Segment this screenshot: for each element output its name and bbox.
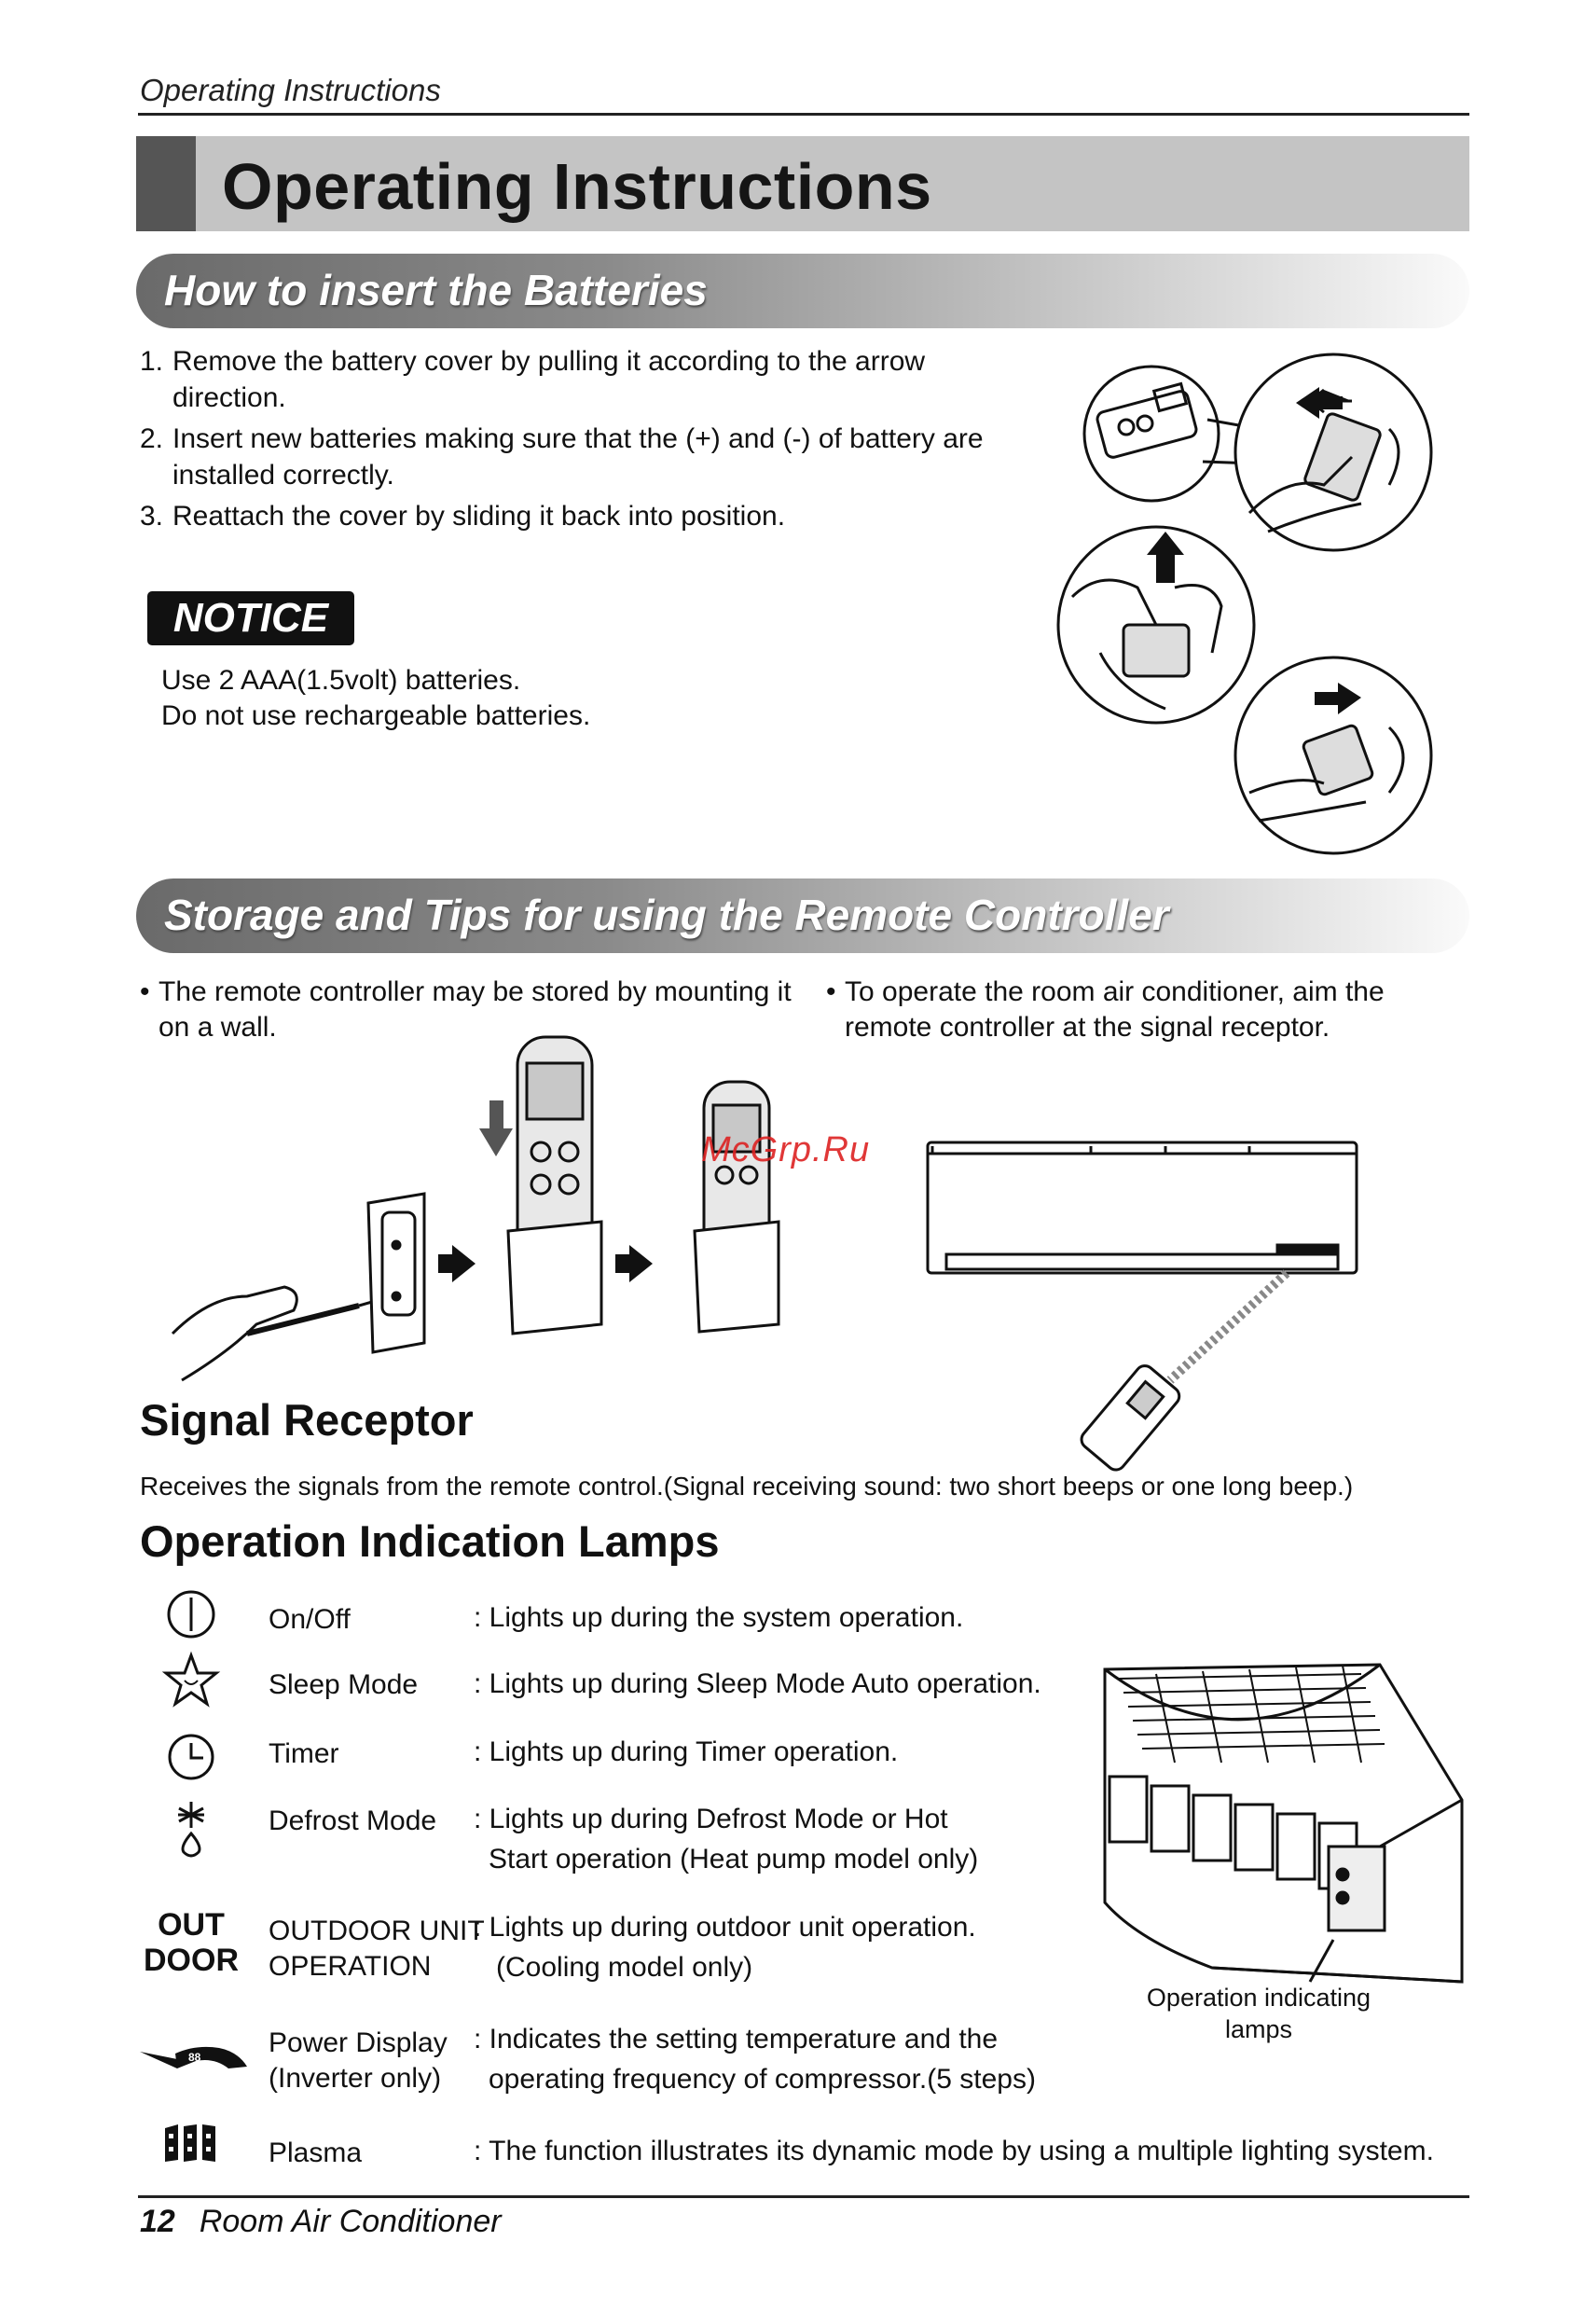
- lamp-name-onoff: On/Off: [269, 1604, 351, 1635]
- power-icon: [140, 1588, 242, 1645]
- star-icon: [140, 1653, 242, 1713]
- watermark-text: McGrp.Ru: [701, 1130, 871, 1169]
- notice-text: Use 2 AAA(1.5volt) batteries. Do not use rechargeable batteries.: [161, 665, 591, 731]
- battery-step: 2. Insert new batteries making sure that the (+) and (-) of battery are installed correctly.: [140, 423, 984, 491]
- signal-receptor-text: Receives the signals from the remote control.(Signal receiving sound: two short beeps or one long beep.): [140, 1472, 1354, 1501]
- page-title-band: [136, 136, 1469, 231]
- remote-wall-mount-illustration: [172, 1035, 881, 1390]
- header-rule: [138, 113, 1469, 116]
- svg-text:88: 88: [188, 2051, 201, 2064]
- outdoor-label-icon: OUT DOOR: [144, 1907, 239, 1978]
- page-number: 12: [140, 2204, 175, 2239]
- notice-badge: NOTICE: [147, 591, 354, 645]
- lamp-desc-defrost: : Lights up during Defrost Mode or Hot Start operation (Heat pump model only): [474, 1804, 979, 1874]
- battery-section-heading: [136, 254, 1469, 328]
- indoor-unit-lamps-illustration: [1100, 1660, 1468, 1986]
- page-title: Operating Instructions: [222, 150, 932, 223]
- product-name: Room Air Conditioner: [199, 2204, 502, 2239]
- lamp-name-plasma: Plasma: [269, 2137, 363, 2168]
- lamp-name-outdoor: OUTDOOR UNIT OPERATION: [269, 1916, 485, 1982]
- signal-receptor-heading: Signal Receptor: [140, 1395, 474, 1445]
- plasma-icon: [140, 2123, 242, 2168]
- clock-icon: [140, 1732, 242, 1787]
- lamp-desc-power-display: : Indicates the setting temperature and the operating frequency of compressor.(5 steps): [474, 2024, 1036, 2095]
- lamps-heading: Operation Indication Lamps: [140, 1516, 720, 1566]
- lamp-desc-timer: : Lights up during Timer operation.: [474, 1736, 899, 1767]
- power-display-icon: [140, 2040, 242, 2077]
- battery-step: 1. Remove the battery cover by pulling it according to the arrow direction.: [140, 346, 926, 413]
- page-footer: [140, 2204, 502, 2240]
- lamp-name-sleep: Sleep Mode: [269, 1669, 419, 1700]
- lamp-desc-outdoor: : Lights up during outdoor unit operation. (Cooling model only): [474, 1912, 976, 1983]
- lamp-name-timer: Timer: [269, 1738, 339, 1769]
- battery-insert-illustration: [1035, 345, 1445, 867]
- lamp-desc-sleep: : Lights up during Sleep Mode Auto operation.: [474, 1668, 1041, 1699]
- battery-steps-list: [140, 343, 1016, 539]
- title-tab-marker: [136, 136, 196, 231]
- battery-step: 3. Reattach the cover by sliding it back into position.: [140, 501, 786, 532]
- storage-tip-right: • To operate the room air conditioner, aim the remote controller at the signal receptor.: [826, 976, 1385, 1043]
- lamp-desc-onoff: : Lights up during the system operation.: [474, 1602, 964, 1633]
- lamp-name-defrost: Defrost Mode: [269, 1805, 437, 1836]
- defrost-icon: [140, 1800, 242, 1864]
- storage-tip-left: • The remote controller may be stored by mounting it on a wall.: [140, 976, 792, 1043]
- lamp-name-power-display: Power Display (Inverter only): [269, 2027, 448, 2094]
- lamp-desc-plasma: : The function illustrates its dynamic mode by using a multiple lighting system.: [474, 2136, 1434, 2166]
- footer-rule: [138, 2195, 1469, 2198]
- lamps-callout-label: Operation indicating lamps: [1146, 1984, 1371, 2043]
- battery-section-title: How to insert the Batteries: [164, 266, 708, 314]
- storage-section-title: Storage and Tips for using the Remote Controller: [164, 891, 1169, 939]
- indoor-unit-signal-illustration: [918, 1133, 1380, 1469]
- storage-section-heading: [136, 878, 1469, 953]
- running-header: Operating Instructions: [140, 73, 441, 107]
